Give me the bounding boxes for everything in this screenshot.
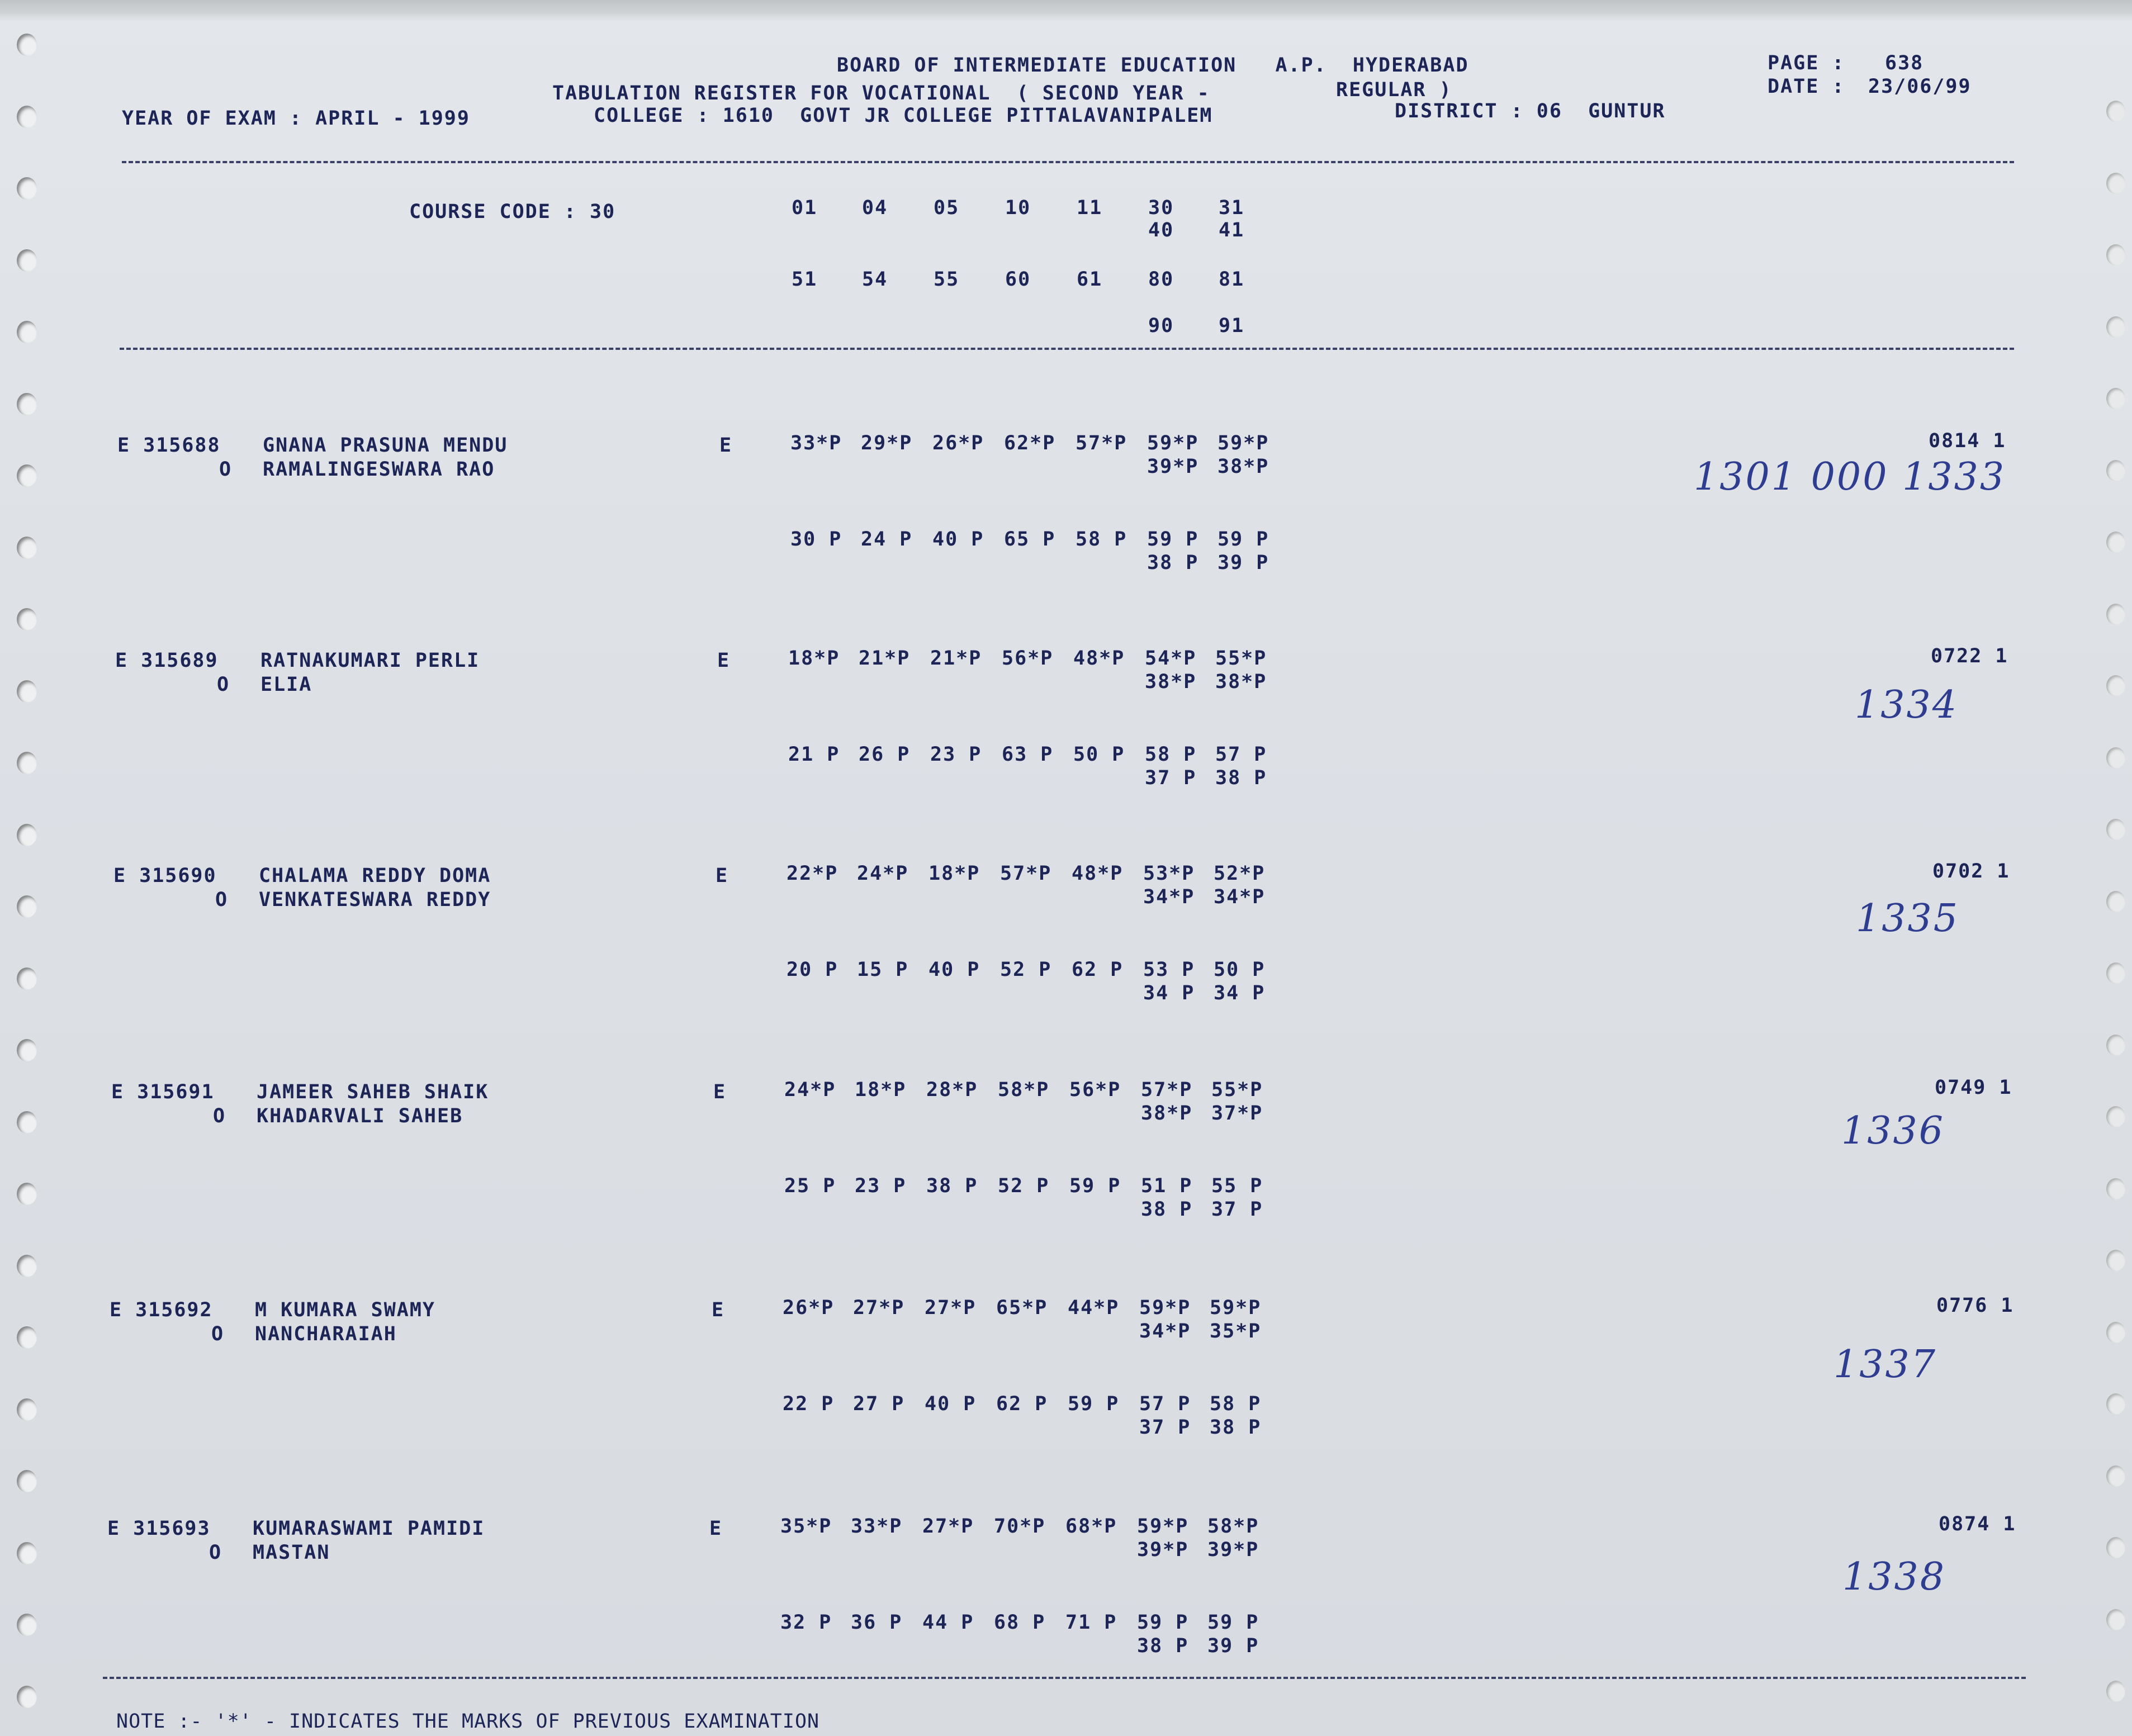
current-mark: 62 P	[1072, 959, 1124, 981]
feed-hole	[17, 537, 37, 559]
district-line: DISTRICT : 06 GUNTUR	[1395, 100, 1666, 122]
feed-hole	[2106, 1322, 2125, 1343]
current-mark: 59 P	[1137, 1611, 1189, 1634]
current-mark: 21 P	[788, 743, 840, 766]
current-mark: 50 P	[1073, 743, 1125, 766]
year-of-exam: YEAR OF EXAM : APRIL - 1999	[122, 107, 470, 130]
record-code: O	[217, 673, 230, 696]
previous-mark: 58*P	[998, 1079, 1050, 1101]
subject-code: 40	[1148, 219, 1174, 241]
feed-hole	[2106, 819, 2125, 840]
previous-mark: 37*P	[1211, 1102, 1263, 1125]
feed-hole	[2106, 675, 2125, 696]
current-mark: 36 P	[851, 1611, 903, 1634]
handwritten-serial-number: 1338	[1842, 1555, 1946, 1599]
tractor-feed-holes-left	[11, 34, 45, 1733]
feed-hole	[2106, 891, 2125, 912]
previous-mark: 18*P	[928, 862, 980, 885]
previous-mark: 55*P	[1215, 647, 1267, 670]
student-name: CHALAMA REDDY DOMA	[259, 865, 491, 887]
student-name: KUMARASWAMI PAMIDI	[253, 1517, 485, 1540]
feed-hole	[17, 895, 37, 918]
previous-mark: 35*P	[780, 1515, 832, 1538]
previous-mark: 54*P	[1145, 647, 1197, 670]
previous-mark: 18*P	[855, 1079, 907, 1101]
current-mark: 59 P	[1068, 1393, 1120, 1415]
total-marks: 0776 1	[1936, 1294, 2014, 1317]
current-mark: 38 P	[1210, 1416, 1262, 1439]
roll-number: E 315693	[107, 1517, 211, 1540]
subject-code: 51	[792, 268, 818, 291]
current-mark: 38 P	[1147, 552, 1199, 574]
previous-mark: 59*P	[1137, 1515, 1189, 1538]
feed-hole	[2106, 1609, 2125, 1630]
board-title: BOARD OF INTERMEDIATE EDUCATION A.P. HYDERABAD	[837, 54, 1469, 77]
feed-hole	[17, 1686, 37, 1708]
previous-mark: 28*P	[926, 1079, 978, 1101]
subject-code: 41	[1219, 219, 1245, 241]
previous-mark: 57*P	[1076, 432, 1127, 454]
handwritten-serial-number: 1336	[1841, 1109, 1945, 1153]
course-code-label: COURSE CODE : 30	[409, 201, 616, 223]
feed-hole	[2106, 1681, 2125, 1702]
previous-mark: 56*P	[1002, 647, 1054, 670]
previous-mark: 65*P	[996, 1297, 1048, 1319]
current-mark: 38 P	[1137, 1635, 1189, 1657]
current-mark: 39 P	[1207, 1635, 1259, 1657]
subject-code: 90	[1148, 315, 1174, 337]
feed-hole	[2106, 1178, 2125, 1199]
previous-mark: 29*P	[861, 432, 913, 454]
feed-hole	[2106, 316, 2125, 338]
current-mark: 68 P	[994, 1611, 1046, 1634]
current-mark: 34 P	[1214, 982, 1266, 1004]
feed-hole	[17, 608, 37, 630]
current-mark: 58 P	[1076, 528, 1127, 551]
feed-hole	[2106, 173, 2125, 194]
feed-hole	[2106, 1465, 2125, 1487]
roll-number: E 315690	[113, 865, 217, 887]
total-marks: 0702 1	[1932, 860, 2010, 883]
previous-mark: 56*P	[1069, 1079, 1121, 1101]
current-mark: 59 P	[1069, 1175, 1121, 1197]
date-value: 23/06/99	[1868, 75, 1972, 98]
previous-mark: 26*P	[783, 1297, 835, 1319]
current-mark: 51 P	[1141, 1175, 1193, 1197]
feed-hole	[17, 824, 37, 846]
father-name: NANCHARAIAH	[255, 1323, 397, 1345]
current-mark: 34 P	[1143, 982, 1195, 1004]
roll-number: E 315689	[115, 649, 219, 672]
current-mark: 40 P	[925, 1393, 977, 1415]
medium-code: E	[709, 1517, 723, 1540]
feed-hole	[2106, 1035, 2125, 1056]
previous-mark: 21*P	[859, 647, 911, 670]
feed-hole	[17, 1398, 37, 1421]
feed-hole	[2106, 388, 2125, 409]
feed-hole	[17, 1111, 37, 1133]
current-mark: 23 P	[855, 1175, 907, 1197]
regular-label: REGULAR )	[1336, 79, 1452, 101]
subject-code: 91	[1219, 315, 1245, 337]
previous-mark: 57*P	[1141, 1079, 1193, 1101]
previous-mark: 52*P	[1214, 862, 1266, 885]
previous-mark: 55*P	[1211, 1079, 1263, 1101]
feed-hole	[2106, 747, 2125, 769]
subject-code: 05	[934, 197, 960, 219]
previous-mark: 21*P	[930, 647, 982, 670]
previous-mark: 57*P	[1000, 862, 1052, 885]
medium-code: E	[717, 649, 731, 672]
footnote: NOTE :- '*' - INDICATES THE MARKS OF PREVIOUS EXAMINATION	[116, 1710, 820, 1733]
student-name: JAMEER SAHEB SHAIK	[257, 1081, 489, 1103]
current-mark: 38 P	[926, 1175, 978, 1197]
current-mark: 58 P	[1145, 743, 1197, 766]
page-number: 638	[1885, 52, 1924, 74]
previous-mark: 39*P	[1137, 1539, 1189, 1561]
current-mark: 23 P	[930, 743, 982, 766]
previous-mark: 39*P	[1207, 1539, 1259, 1561]
handwritten-serial-number: 1335	[1856, 897, 1960, 941]
current-mark: 38 P	[1141, 1198, 1193, 1221]
record-code: O	[215, 889, 229, 911]
subject-code: 30	[1148, 197, 1174, 219]
previous-mark: 38*P	[1215, 671, 1267, 693]
previous-mark: 59*P	[1217, 432, 1269, 454]
current-mark: 52 P	[998, 1175, 1050, 1197]
page-label: PAGE :	[1768, 52, 1845, 74]
current-mark: 57 P	[1139, 1393, 1191, 1415]
feed-hole	[17, 1183, 37, 1205]
record-code: O	[213, 1105, 226, 1127]
feed-hole	[2106, 1393, 2125, 1415]
feed-hole	[17, 249, 37, 272]
feed-hole	[2106, 604, 2125, 625]
feed-hole	[17, 967, 37, 990]
student-name: M KUMARA SWAMY	[255, 1299, 436, 1321]
feed-hole	[17, 1542, 37, 1564]
previous-mark: 48*P	[1072, 862, 1124, 885]
previous-mark: 53*P	[1143, 862, 1195, 885]
current-mark: 59 P	[1147, 528, 1199, 551]
feed-hole	[17, 177, 37, 200]
previous-mark: 34*P	[1143, 886, 1195, 908]
father-name: VENKATESWARA REDDY	[259, 889, 491, 911]
previous-mark: 35*P	[1210, 1320, 1262, 1343]
previous-mark: 38*P	[1145, 671, 1197, 693]
previous-mark: 38*P	[1217, 456, 1269, 478]
previous-mark: 59*P	[1139, 1297, 1191, 1319]
father-name: KHADARVALI SAHEB	[257, 1105, 463, 1127]
current-mark: 32 P	[780, 1611, 832, 1634]
feed-hole	[17, 752, 37, 774]
subject-code: 01	[792, 197, 818, 219]
tractor-feed-holes-right	[2102, 101, 2132, 1721]
feed-hole	[2106, 1106, 2125, 1127]
previous-mark: 62*P	[1004, 432, 1056, 454]
feed-hole	[17, 1255, 37, 1277]
footer-rule	[103, 1677, 2026, 1679]
current-mark: 55 P	[1211, 1175, 1263, 1197]
current-mark: 57 P	[1215, 743, 1267, 766]
total-marks: 0814 1	[1929, 430, 2006, 452]
current-mark: 40 P	[932, 528, 984, 551]
handwritten-serial-number: 1334	[1855, 683, 1959, 727]
subject-code: 31	[1219, 197, 1245, 219]
medium-code: E	[713, 1081, 727, 1103]
current-mark: 37 P	[1139, 1416, 1191, 1439]
previous-mark: 34*P	[1214, 886, 1266, 908]
register-title: TABULATION REGISTER FOR VOCATIONAL ( SECOND YEAR -	[552, 82, 1210, 105]
current-mark: 37 P	[1211, 1198, 1263, 1221]
previous-mark: 48*P	[1073, 647, 1125, 670]
subject-code: 04	[862, 197, 888, 219]
previous-mark: 33*P	[790, 432, 842, 454]
feed-hole	[2106, 962, 2125, 984]
subject-code: 80	[1148, 268, 1174, 291]
feed-hole	[17, 464, 37, 487]
current-mark: 26 P	[859, 743, 911, 766]
father-name: RAMALINGESWARA RAO	[263, 458, 495, 481]
current-mark: 39 P	[1217, 552, 1269, 574]
roll-number: E 315688	[117, 434, 221, 457]
feed-hole	[17, 1039, 37, 1061]
subject-code: 11	[1077, 197, 1103, 219]
father-name: MASTAN	[253, 1541, 330, 1564]
current-mark: 40 P	[928, 959, 980, 981]
feed-hole	[2106, 1250, 2125, 1271]
previous-mark: 27*P	[853, 1297, 905, 1319]
previous-mark: 39*P	[1147, 456, 1199, 478]
record-code: O	[211, 1323, 225, 1345]
total-marks: 0749 1	[1935, 1076, 2012, 1099]
previous-mark: 59*P	[1147, 432, 1199, 454]
record-code: O	[219, 458, 233, 481]
subject-code: 10	[1005, 197, 1031, 219]
feed-hole	[17, 1470, 37, 1492]
student-name: GNANA PRASUNA MENDU	[263, 434, 508, 457]
feed-hole	[2106, 532, 2125, 553]
previous-mark: 68*P	[1065, 1515, 1117, 1538]
previous-mark: 22*P	[787, 862, 838, 885]
current-mark: 52 P	[1000, 959, 1052, 981]
student-name: RATNAKUMARI PERLI	[260, 649, 480, 672]
current-mark: 27 P	[853, 1393, 905, 1415]
previous-mark: 24*P	[784, 1079, 836, 1101]
feed-hole	[17, 393, 37, 415]
current-mark: 71 P	[1065, 1611, 1117, 1634]
previous-mark: 27*P	[925, 1297, 977, 1319]
total-marks: 0874 1	[1939, 1513, 2016, 1535]
previous-mark: 24*P	[857, 862, 909, 885]
feed-hole	[17, 1326, 37, 1349]
header-rule-top	[122, 161, 2014, 163]
medium-code: E	[716, 865, 729, 887]
current-mark: 44 P	[922, 1611, 974, 1634]
previous-mark: 33*P	[851, 1515, 903, 1538]
current-mark: 59 P	[1207, 1611, 1259, 1634]
subject-code: 61	[1077, 268, 1103, 291]
feed-hole	[17, 321, 37, 343]
previous-mark: 38*P	[1141, 1102, 1193, 1125]
feed-hole	[2106, 244, 2125, 265]
current-mark: 30 P	[790, 528, 842, 551]
feed-hole	[17, 680, 37, 703]
total-marks: 0722 1	[1931, 645, 2008, 667]
roll-number: E 315692	[110, 1299, 213, 1321]
subject-code: 60	[1005, 268, 1031, 291]
feed-hole	[17, 34, 37, 56]
roll-number: E 315691	[111, 1081, 215, 1103]
subject-code: 55	[934, 268, 960, 291]
current-mark: 37 P	[1145, 767, 1197, 789]
current-mark: 65 P	[1004, 528, 1056, 551]
subject-code: 81	[1219, 268, 1245, 291]
current-mark: 59 P	[1217, 528, 1269, 551]
previous-mark: 58*P	[1207, 1515, 1259, 1538]
current-mark: 58 P	[1210, 1393, 1262, 1415]
current-mark: 20 P	[787, 959, 838, 981]
current-mark: 22 P	[783, 1393, 835, 1415]
father-name: ELIA	[260, 673, 312, 696]
previous-mark: 26*P	[932, 432, 984, 454]
current-mark: 38 P	[1215, 767, 1267, 789]
medium-code: E	[712, 1299, 725, 1321]
previous-mark: 44*P	[1068, 1297, 1120, 1319]
handwritten-serial-number: 1337	[1833, 1343, 1937, 1387]
handwritten-serial-number: 1301 000 1333	[1694, 455, 2006, 499]
previous-mark: 18*P	[788, 647, 840, 670]
previous-mark: 34*P	[1139, 1320, 1191, 1343]
current-mark: 15 P	[857, 959, 909, 981]
current-mark: 24 P	[861, 528, 913, 551]
feed-hole	[2106, 101, 2125, 122]
college-line: COLLEGE : 1610 GOVT JR COLLEGE PITTALAVANIPALEM	[594, 105, 1213, 127]
previous-mark: 70*P	[994, 1515, 1046, 1538]
feed-hole	[17, 1614, 37, 1636]
subject-code: 54	[862, 268, 888, 291]
current-mark: 50 P	[1214, 959, 1266, 981]
current-mark: 25 P	[784, 1175, 836, 1197]
current-mark: 63 P	[1002, 743, 1054, 766]
feed-hole	[17, 106, 37, 128]
current-mark: 62 P	[996, 1393, 1048, 1415]
medium-code: E	[719, 434, 733, 457]
previous-mark: 27*P	[922, 1515, 974, 1538]
date-label: DATE :	[1768, 75, 1845, 98]
feed-hole	[2106, 460, 2125, 481]
perforation-edge	[0, 0, 2132, 21]
previous-mark: 59*P	[1210, 1297, 1262, 1319]
current-mark: 53 P	[1143, 959, 1195, 981]
header-rule-bottom	[120, 348, 2014, 350]
feed-hole	[2106, 1537, 2125, 1558]
record-code: O	[209, 1541, 222, 1564]
